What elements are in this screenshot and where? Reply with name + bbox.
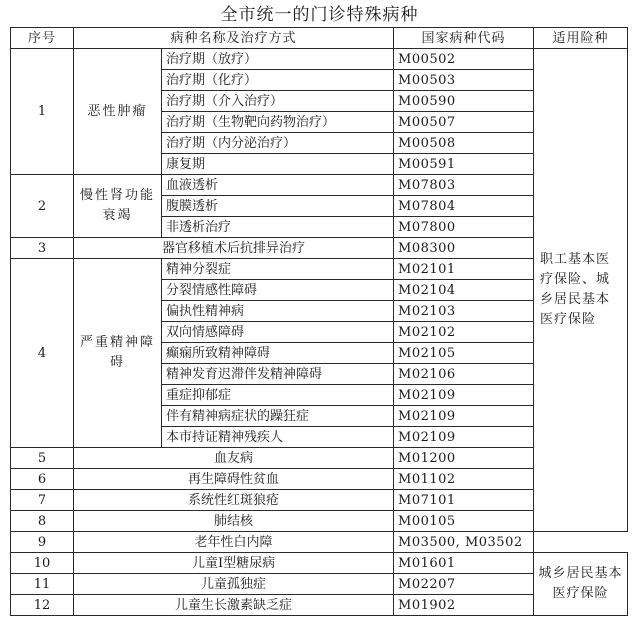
disease-code: M02102 xyxy=(394,322,534,343)
disease-code: M01601 xyxy=(394,553,534,574)
insurance-cell: 职工基本医疗保险、城乡居民基本医疗保险 xyxy=(534,49,628,532)
disease-table xyxy=(10,27,628,616)
row-no: 9 xyxy=(11,532,74,553)
treatment-name: 非透析治疗 xyxy=(162,217,394,238)
header-name: 病种名称及治疗方式 xyxy=(74,28,394,49)
row-no: 12 xyxy=(11,595,74,616)
disease-name: 血友病 xyxy=(74,448,394,469)
row-no: 5 xyxy=(11,448,74,469)
disease-code: M00503 xyxy=(394,70,534,91)
row-no: 11 xyxy=(11,574,74,595)
insurance-cell: 城乡居民基本医疗保险 xyxy=(534,553,628,616)
table-header-row xyxy=(11,28,628,49)
disease-code: M00507 xyxy=(394,112,534,133)
disease-code: M00590 xyxy=(394,91,534,112)
treatment-name: 康复期 xyxy=(162,154,394,175)
disease-name: 儿童生长激素缺乏症 xyxy=(74,595,394,616)
treatment-name: 双向情感障碍 xyxy=(162,322,394,343)
row-no: 1 xyxy=(11,49,74,175)
disease-code: M00502 xyxy=(394,49,534,70)
table-row xyxy=(11,49,628,70)
disease-code: M02103 xyxy=(394,301,534,322)
disease-code: M07803 xyxy=(394,175,534,196)
disease-code: M03500, M03502 xyxy=(394,532,534,553)
treatment-name: 精神分裂症 xyxy=(162,259,394,280)
disease-name: 肺结核 xyxy=(74,511,394,532)
disease-code: M01200 xyxy=(394,448,534,469)
row-no: 2 xyxy=(11,175,74,238)
treatment-name: 腹膜透析 xyxy=(162,196,394,217)
row-no: 6 xyxy=(11,469,74,490)
treatment-name: 治疗期（放疗） xyxy=(162,49,394,70)
disease-code: M08300 xyxy=(394,238,534,259)
treatment-name: 偏执性精神病 xyxy=(162,301,394,322)
row-no: 8 xyxy=(11,511,74,532)
disease-name: 再生障碍性贫血 xyxy=(74,469,394,490)
disease-name: 器官移植术后抗排异治疗 xyxy=(74,238,394,259)
disease-name: 儿童Ⅰ型糖尿病 xyxy=(74,553,394,574)
disease-group-name: 严重精神障碍 xyxy=(74,259,162,448)
disease-code: M07800 xyxy=(394,217,534,238)
header-insurance: 适用险种 xyxy=(534,28,628,49)
disease-code: M07101 xyxy=(394,490,534,511)
disease-code: M02109 xyxy=(394,406,534,427)
header-code: 国家病种代码 xyxy=(394,28,534,49)
page-title: 全市统一的门诊特殊病种 xyxy=(220,5,419,25)
treatment-name: 治疗期（生物靶向药物治疗） xyxy=(162,112,394,133)
row-no: 10 xyxy=(11,553,74,574)
header-no: 序号 xyxy=(11,28,74,49)
treatment-name: 分裂情感性障碍 xyxy=(162,280,394,301)
disease-code: M00508 xyxy=(394,133,534,154)
table-row xyxy=(11,532,628,553)
disease-code: M00105 xyxy=(394,511,534,532)
treatment-name: 治疗期（介入治疗） xyxy=(162,91,394,112)
row-no: 4 xyxy=(11,259,74,448)
disease-name: 系统性红斑狼疮 xyxy=(74,490,394,511)
disease-code: M02104 xyxy=(394,280,534,301)
treatment-name: 本市持证精神残疾人 xyxy=(162,427,394,448)
disease-code: M00591 xyxy=(394,154,534,175)
table-row xyxy=(11,553,628,574)
disease-name: 儿童孤独症 xyxy=(74,574,394,595)
disease-code: M02207 xyxy=(394,574,534,595)
treatment-name: 治疗期（内分泌治疗） xyxy=(162,133,394,154)
disease-group-name: 恶性肿瘤 xyxy=(74,49,162,175)
disease-group-name: 慢性肾功能衰竭 xyxy=(74,175,162,238)
disease-code: M07804 xyxy=(394,196,534,217)
treatment-name: 癫痫所致精神障碍 xyxy=(162,343,394,364)
disease-code: M02101 xyxy=(394,259,534,280)
disease-name: 老年性白内障 xyxy=(74,532,394,553)
disease-code: M02105 xyxy=(394,343,534,364)
disease-code: M02106 xyxy=(394,364,534,385)
treatment-name: 治疗期（化疗） xyxy=(162,70,394,91)
disease-code: M02109 xyxy=(394,427,534,448)
disease-code: M02109 xyxy=(394,385,534,406)
disease-code: M01902 xyxy=(394,595,534,616)
treatment-name: 伴有精神病症状的躁狂症 xyxy=(162,406,394,427)
treatment-name: 血液透析 xyxy=(162,175,394,196)
row-no: 7 xyxy=(11,490,74,511)
disease-code: M01102 xyxy=(394,469,534,490)
treatment-name: 精神发育迟滞伴发精神障碍 xyxy=(162,364,394,385)
row-no: 3 xyxy=(11,238,74,259)
treatment-name: 重症抑郁症 xyxy=(162,385,394,406)
